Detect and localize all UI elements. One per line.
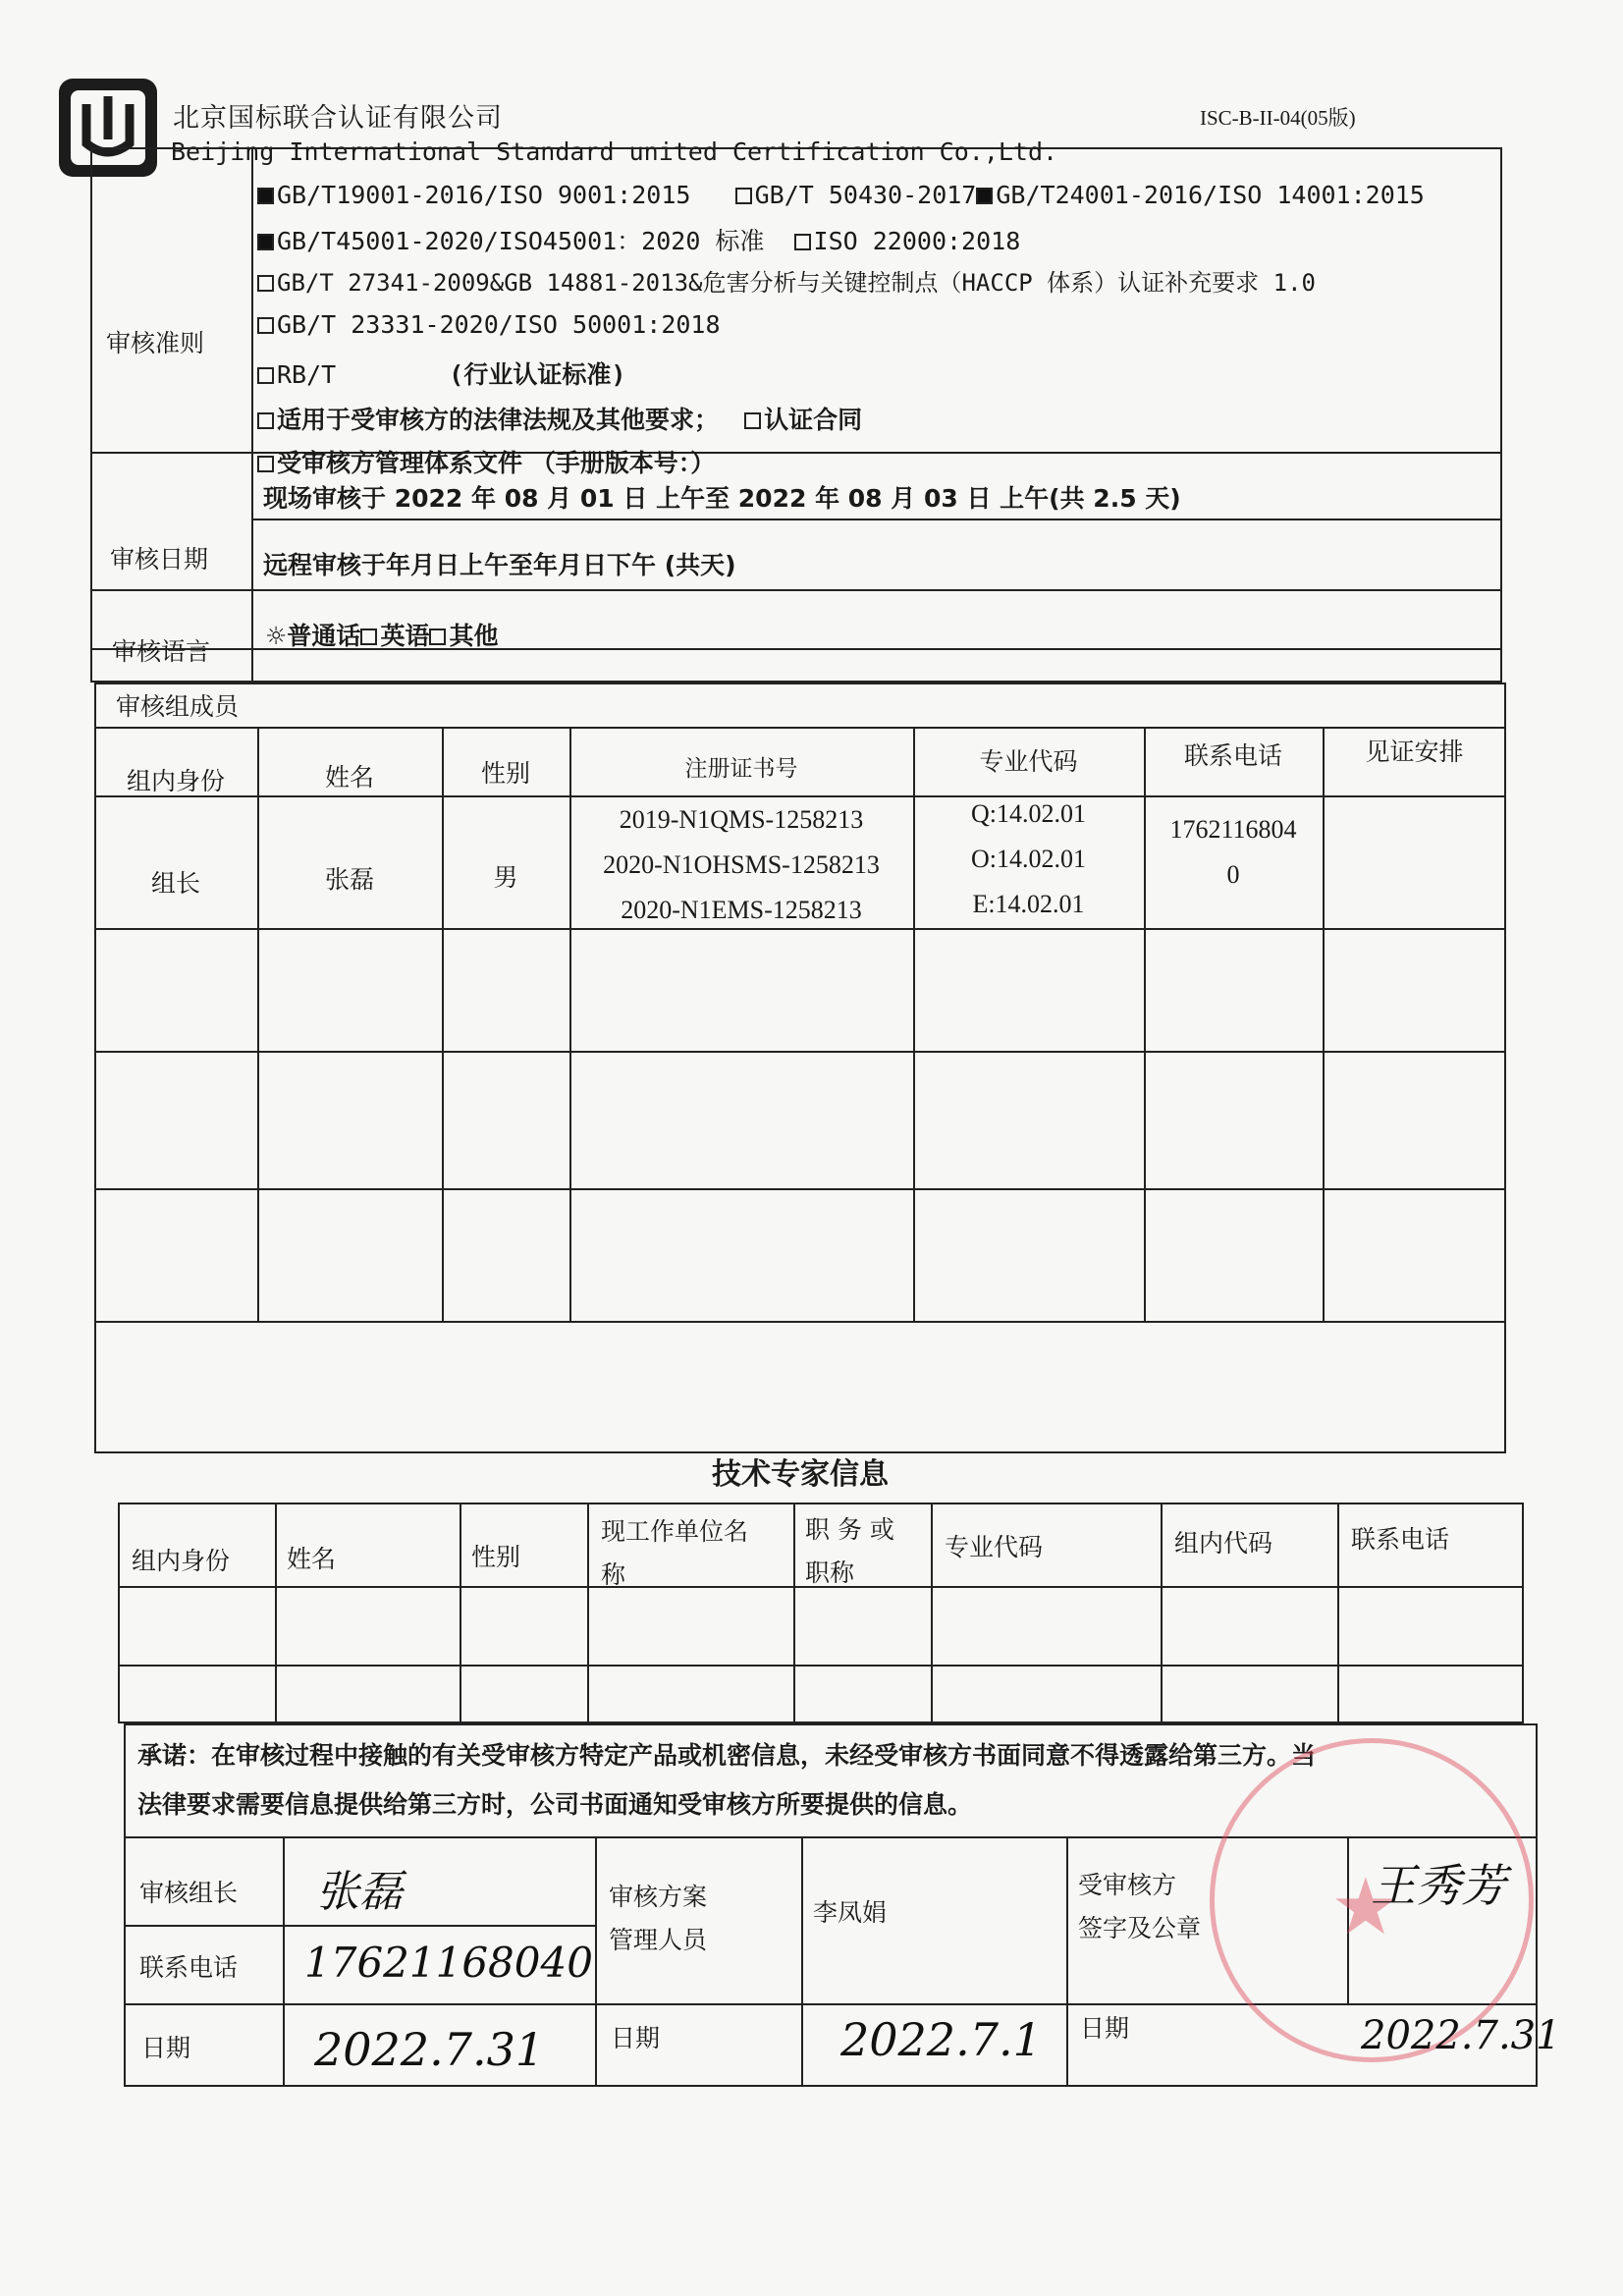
auditee-date-label: 日期 [1080,2014,1130,2043]
experts-header-phone: 联系电话 [1351,1525,1450,1554]
experts-title: 技术专家信息 [712,1457,889,1492]
team-header-witness: 见证安排 [1365,738,1464,766]
team-header-cert: 注册证书号 [684,756,798,782]
criteria-label: 审核准则 [106,329,205,357]
leader-phone-label: 联系电话 [139,1953,239,1982]
leader-sign-label: 审核组长 [139,1879,239,1907]
audit-date-label: 审核日期 [110,545,209,574]
checkbox-icon[interactable] [257,412,274,429]
leader-code-q: Q:14.02.01 [971,799,1086,828]
experts-header-gender: 性别 [471,1543,521,1571]
leader-cert-1: 2019-N1QMS-1258213 [619,805,864,834]
criteria-line-4: GB/T 23331-2020/ISO 50001:2018 [257,310,721,339]
leader-cert-3: 2020-N1EMS-1258213 [621,896,862,924]
experts-header-org-2: 称 [601,1560,626,1589]
criteria-line-6: 适用于受审核方的法律法规及其他要求； 认证合同 [257,401,862,436]
planner-date-handwritten: 2022.7.1 [840,2013,1042,2066]
auditee-label-2: 签字及公章 [1078,1914,1202,1942]
criteria-line-2: GB/T45001-2020/ISO45001：2020 标准 ISO 22000:2018 [257,222,1020,257]
leader-phone-handwritten: 17621168040 [304,1939,593,1987]
criteria-line-3: GB/T 27341-2009&GB 14881-2013&危害分析与关键控制点（HACCP 体系）认证补充要求 1.0 [257,263,1316,298]
leader-date-label: 日期 [141,2034,191,2062]
criteria-line-1: GB/T19001-2016/ISO 9001:2015 GB/T 50430-2017 GB/T24001-2016/ISO 14001:2015 [257,181,1425,209]
team-header-code: 专业代码 [979,747,1078,776]
auditee-date-handwritten: 2022.7.31 [1361,2013,1561,2058]
team-header-phone: 联系电话 [1183,741,1282,770]
checkbox-icon[interactable] [257,275,274,292]
audit-language-options: ☼普通话 英语 其他 [265,622,499,650]
team-header-name: 姓名 [324,763,374,792]
experts-header-title-2: 职称 [805,1558,855,1587]
planner-label-2: 管理人员 [609,1926,708,1954]
team-header-gender: 性别 [480,759,530,788]
planner-label-1: 审核方案 [609,1883,708,1911]
checkbox-icon[interactable] [257,317,274,334]
checkbox-icon[interactable] [735,188,752,204]
audit-language-label: 审核语言 [112,637,211,666]
leader-role: 组长 [150,869,200,898]
experts-header-org-1: 现工作单位名 [601,1517,749,1546]
leader-gender: 男 [493,863,518,892]
checkbox-checked-icon[interactable] [257,188,274,204]
leader-signature: 张磊 [316,1867,403,1917]
auditee-signature: 王秀芳 [1371,1859,1506,1912]
criteria-line-7: 受审核方管理体系文件 （手册版本号：） [257,444,715,479]
leader-phone-line-2: 0 [1226,860,1240,889]
document-code: ISC-B-II-04(05版) [1200,106,1356,130]
auditee-label-1: 受审核方 [1078,1871,1177,1899]
checkbox-icon[interactable] [257,456,274,472]
experts-header-title-1: 职 务 或 [805,1515,894,1544]
criteria-label-divider [251,147,253,683]
leader-cert-2: 2020-N1OHSMS-1258213 [603,850,880,879]
company-name-en: Beijing International Standard united Certification Co.,Ltd. [171,137,1058,166]
leader-date-handwritten: 2022.7.31 [314,2023,545,2076]
radio-selected-icon[interactable]: ☼ [265,622,288,650]
criteria-line-5: RB/T (行业认证标准) [257,355,625,391]
seal-star-icon: ★ [1330,1861,1401,1952]
remote-audit-date: 远程审核于年月日上午至年月日下午 (共天) [263,551,736,579]
experts-header-group-code: 组内代码 [1174,1529,1273,1558]
checkbox-icon[interactable] [257,367,274,384]
onsite-audit-date: 现场审核于 2022 年 08 月 01 日 上午至 2022 年 08 月 03 日 上午(共 2.5 天) [263,484,1181,513]
company-name-cn: 北京国标联合认证有限公司 [173,103,503,134]
commitment-line-2: 法律要求需要信息提供给第三方时，公司书面通知受审核方所要提供的信息。 [137,1790,973,1819]
planner-name: 李凤娟 [813,1898,888,1927]
team-header-role: 组内身份 [126,767,225,795]
team-label: 审核组成员 [116,692,240,721]
checkbox-checked-icon[interactable] [257,234,274,250]
experts-header-name: 姓名 [287,1545,337,1573]
leader-phone-line-1: 1762116804 [1169,815,1297,844]
commitment-line-1: 承诺：在审核过程中接触的有关受审核方特定产品或机密信息，未经受审核方书面同意不得透露给第三方。当 [137,1741,1317,1770]
checkbox-icon[interactable] [744,412,761,429]
planner-date-label: 日期 [611,2024,661,2052]
checkbox-checked-icon[interactable] [976,188,993,204]
leader-code-o: O:14.02.01 [971,845,1086,873]
leader-code-e: E:14.02.01 [972,890,1085,918]
checkbox-icon[interactable] [360,629,377,645]
checkbox-icon[interactable] [429,629,446,645]
leader-name: 张磊 [324,865,374,894]
checkbox-icon[interactable] [794,234,811,250]
experts-header-code: 专业代码 [945,1533,1044,1561]
team-frame [94,683,1506,1453]
experts-header-role: 组内身份 [132,1547,231,1575]
